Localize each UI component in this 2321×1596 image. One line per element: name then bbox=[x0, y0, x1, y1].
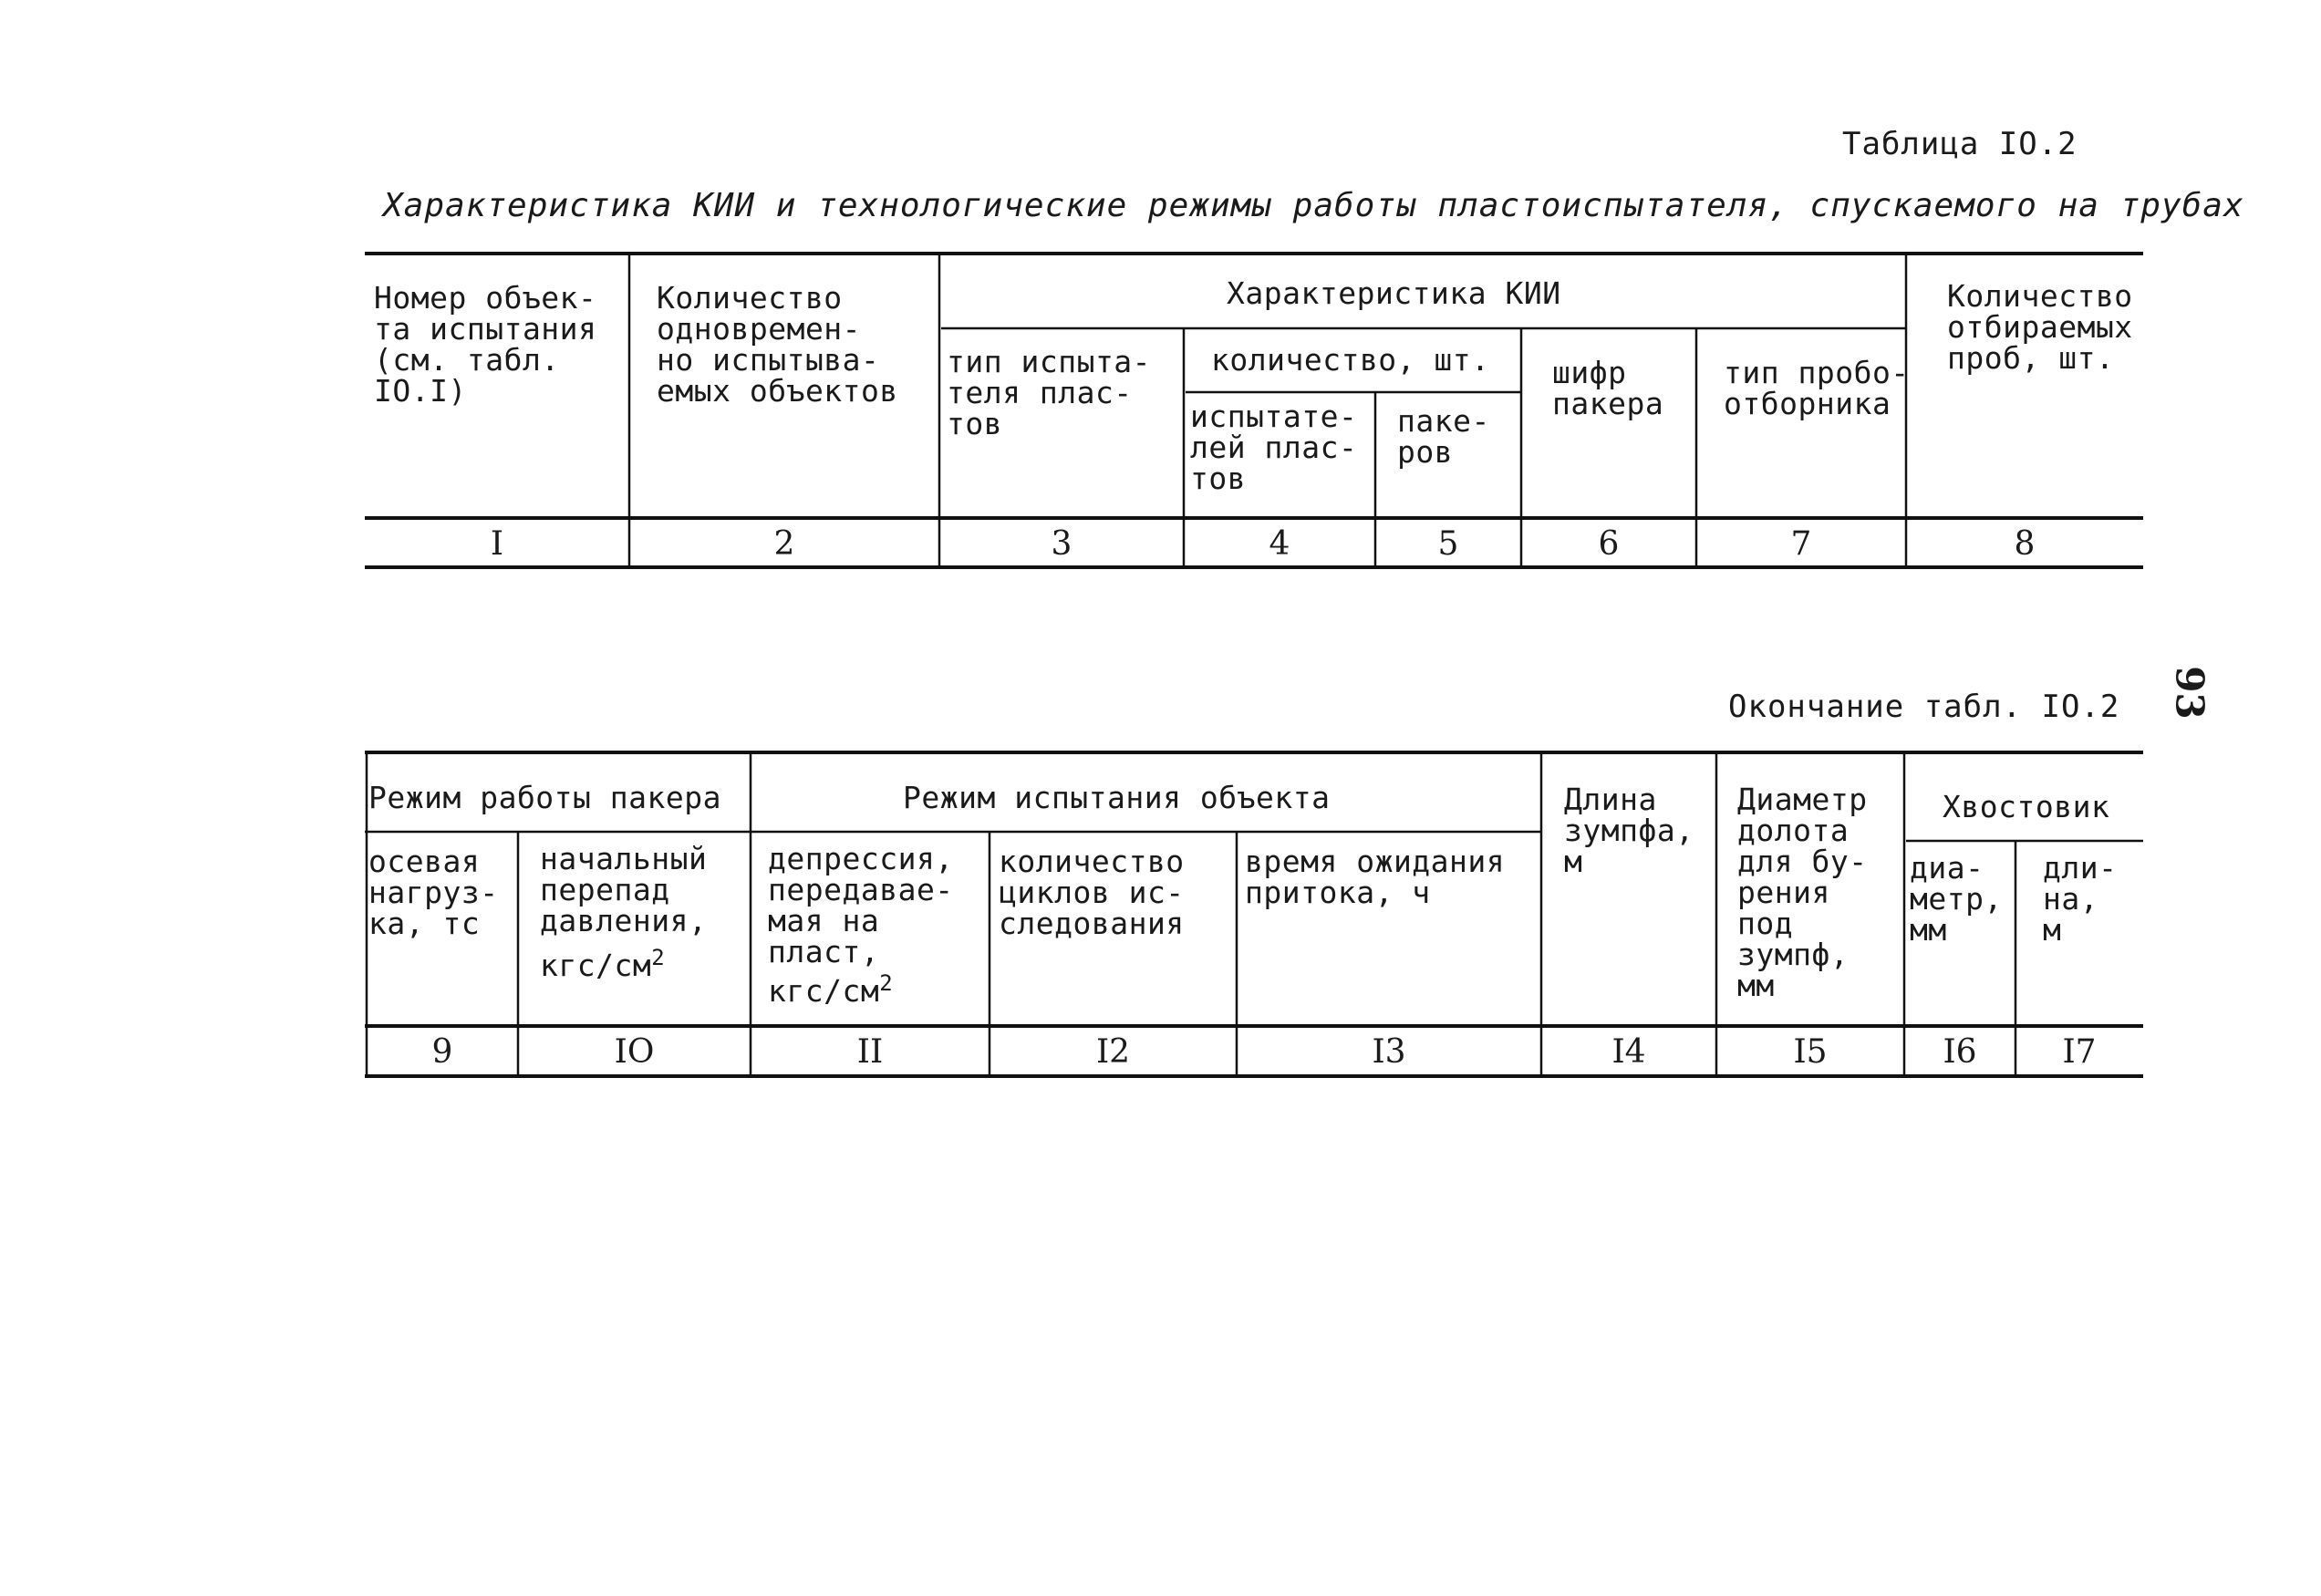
t2-header-tail-length: дли- на, м bbox=[2043, 850, 2118, 948]
t2-header-wait-time: время ожидания притока, ч bbox=[1245, 844, 1506, 910]
t2-header-pressure-drop-unit bbox=[540, 942, 707, 981]
t1-header-packers: паке- ров bbox=[1397, 403, 1490, 470]
t2-header-group-tail: Хвостовик bbox=[1943, 789, 2110, 824]
t2-col-number: II bbox=[856, 1033, 884, 1071]
t1-col-number: 7 bbox=[1790, 525, 1812, 563]
t2-col-number: I4 bbox=[1611, 1033, 1646, 1071]
t2-header-bit-diameter: Диаметр долота для бу- рения под зумпф, мм bbox=[1737, 782, 1868, 1003]
t2-header-tail-diameter: диа- метр, мм bbox=[1910, 850, 2003, 948]
page-number: 93 bbox=[2167, 666, 2212, 720]
t1-header-testers: испытате- лей плас- тов bbox=[1190, 399, 1358, 496]
t2-col-number: I2 bbox=[1095, 1033, 1131, 1071]
t1-col-number: 4 bbox=[1269, 525, 1290, 563]
unit-superscript: 2 bbox=[879, 970, 894, 996]
t1-col-number: 2 bbox=[773, 525, 795, 563]
t1-header-tester-type: тип испыта- теля плас- тов bbox=[947, 344, 1152, 441]
t1-header-group-count: количество, шт. bbox=[1211, 342, 1490, 378]
t2-header-axial-load: осевая нагруз- ка, тс bbox=[368, 844, 499, 941]
t2-col-number: 9 bbox=[431, 1033, 453, 1071]
t2-header-pressure-drop-text: начальный перепад давления, bbox=[540, 841, 708, 938]
unit-text: кгс/см bbox=[768, 973, 880, 1009]
table-title: Таблица IO.2 bbox=[1842, 126, 2078, 162]
t1-header-simultaneous-objects: Количество одновремен- но испытыва- емых объектов bbox=[657, 280, 898, 409]
t2-col-number: I7 bbox=[2062, 1033, 2097, 1071]
t2-header-depression bbox=[768, 841, 954, 1009]
unit-text: кгс/см bbox=[540, 948, 652, 983]
t1-col-number: 8 bbox=[2014, 525, 2036, 563]
t1-header-object-number: Номер объек- та испытания (см. табл. IO.I) bbox=[374, 280, 597, 409]
t2-header-sump-length: Длина зумпфа, м bbox=[1564, 782, 1694, 879]
unit-superscript: 2 bbox=[651, 945, 666, 970]
t2-col-number: I5 bbox=[1793, 1033, 1828, 1071]
t2-header-group-test: Режим испытания объекта bbox=[903, 780, 1331, 815]
t2-header-depression-unit bbox=[768, 968, 954, 1007]
t2-col-number: I6 bbox=[1943, 1033, 1977, 1071]
t2-header-depression-text: депрессия, передавае- мая на пласт, bbox=[768, 841, 954, 969]
t1-col-number: 3 bbox=[1051, 525, 1072, 563]
t1-header-samples-count: Количество отбираемых проб, шт. bbox=[1947, 278, 2133, 376]
t1-col-number: 5 bbox=[1437, 525, 1459, 563]
t2-header-group-packer: Режим работы пакера bbox=[368, 780, 721, 815]
t1-header-packer-code: шифр пакера bbox=[1552, 355, 1664, 421]
table-continuation-title: Окончание табл. IO.2 bbox=[1728, 689, 2120, 725]
t2-header-pressure-drop bbox=[540, 841, 708, 983]
t1-col-number: 6 bbox=[1598, 525, 1620, 563]
t1-col-number: I bbox=[490, 525, 504, 563]
t2-header-cycles: количество циклов ис- следования bbox=[999, 844, 1185, 941]
t1-header-sampler-type: тип пробо- отборника bbox=[1724, 355, 1910, 421]
t1-header-group-kii: Характеристика КИИ bbox=[1227, 275, 1561, 311]
t2-col-number: IO bbox=[614, 1033, 655, 1071]
t2-col-number: I3 bbox=[1372, 1033, 1406, 1071]
table-caption: Характеристика КИИ и технологические режимы работы пластоиспытателя, спускаемого на трубах bbox=[383, 187, 2244, 224]
